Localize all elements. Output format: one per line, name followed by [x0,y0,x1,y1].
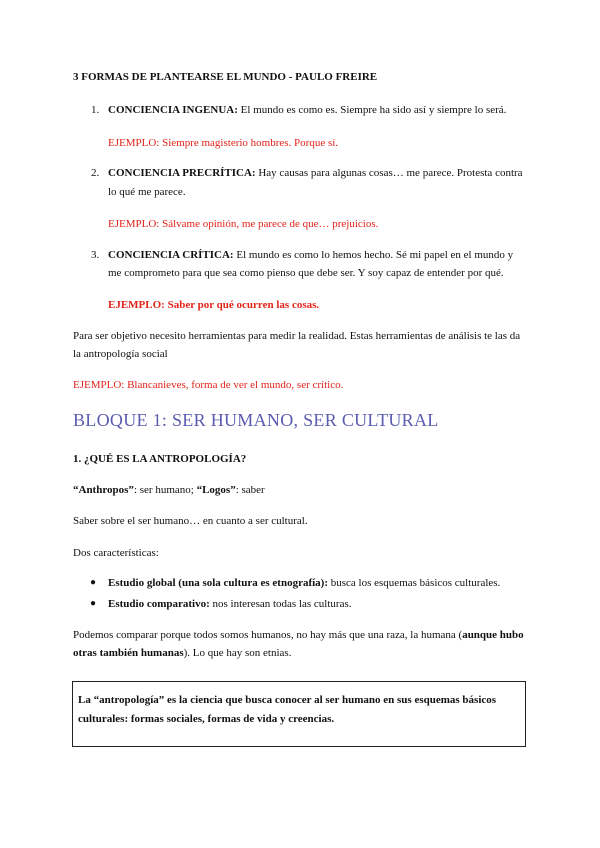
dos-caracteristicas: Dos características: [73,547,159,559]
item-2-text: Hay causas para algunas cosas… me parece. Protesta contra [255,167,523,179]
etym-logos: “Logos” [196,484,236,496]
etym-t1: : ser humano; [133,484,197,496]
compare-line-2 [73,646,291,660]
bloque-heading: BLOQUE 1: SER HUMANO, SER CULTURAL [73,410,439,430]
item-3-line [108,248,513,262]
item-2-line [108,166,523,180]
item-3-text-cont: me comprometo para que sea como pienso que debe ser. Y soy capaz de entender por qué. [108,267,504,279]
bullet-2 [108,597,352,611]
bullet-1-dot: ● [90,577,97,588]
para-herramientas-l2: la antropología social [73,348,168,360]
example-blancanieves: EJEMPLO: Blancanieves, forma de ver el mundo, ser crítico. [73,379,344,391]
item-2-text-cont: lo qué me parece. [108,186,186,198]
saber-line: Saber sobre el ser humano… en cuanto a ser cultural. [73,515,308,527]
item-1-line [108,103,506,117]
bullet-2-text: nos interesan todas las culturas. [209,598,352,610]
bullet-1-text: busca los esquemas básicos culturales. [328,577,501,589]
bullet-2-dot: ● [90,598,97,609]
definition-line-1: La “antropología” es la ciencia que busca conocer al ser humano en sus esquemas básicos [78,694,497,706]
compare-t1: Podemos comparar porque todos somos humanos, no hay más que una raza, la humana ( [73,629,463,641]
definition-line-2: culturales: formas sociales, formas de vida y creencias. [78,713,335,725]
item-3-term: CONCIENCIA CRÍTICA: [108,249,234,261]
item-3-number: 3. [91,249,100,261]
etym-t2: : saber [235,484,265,496]
compare-b2: otras también humanas [73,647,184,659]
section-heading: 1. ¿QUÉ ES LA ANTROPOLOGÍA? [73,453,247,465]
etym-anthropos: “Anthropos” [73,484,134,496]
item-1-text: El mundo es como es. Siempre ha sido así y siempre lo será. [237,104,507,116]
compare-t2: ). Lo que hay son etnias. [183,647,292,659]
item-3-text: El mundo es como lo hemos hecho. Sé mi papel en el mundo y [233,249,514,261]
definition-box [72,681,526,747]
etymology-line [73,483,265,497]
bullet-1-bold: Estudio global (una sola cultura es etnografía): [108,577,329,589]
item-3-example: EJEMPLO: Saber por qué ocurren las cosas. [108,299,320,311]
para-herramientas-l1: Para ser objetivo necesito herramientas para medir la realidad. Estas herramientas de análisis te las da [73,330,521,342]
item-2-number: 2. [91,167,100,179]
item-1-term: CONCIENCIA INGENUA: [108,104,238,116]
compare-line-1 [73,628,524,642]
item-1-number: 1. [91,104,100,116]
doc-title: 3 FORMAS DE PLANTEARSE EL MUNDO - PAULO FREIRE [73,71,378,83]
bullet-1 [108,576,500,590]
compare-b1: aunque hubo [462,629,524,641]
bullet-2-bold: Estudio comparativo: [108,598,210,610]
item-1-example: EJEMPLO: Siempre magisterio hombres. Porque sí. [108,137,339,149]
item-2-term: CONCIENCIA PRECRÍTICA: [108,167,256,179]
item-2-example: EJEMPLO: Sálvame opinión, me parece de que… prejuicios. [108,218,379,230]
